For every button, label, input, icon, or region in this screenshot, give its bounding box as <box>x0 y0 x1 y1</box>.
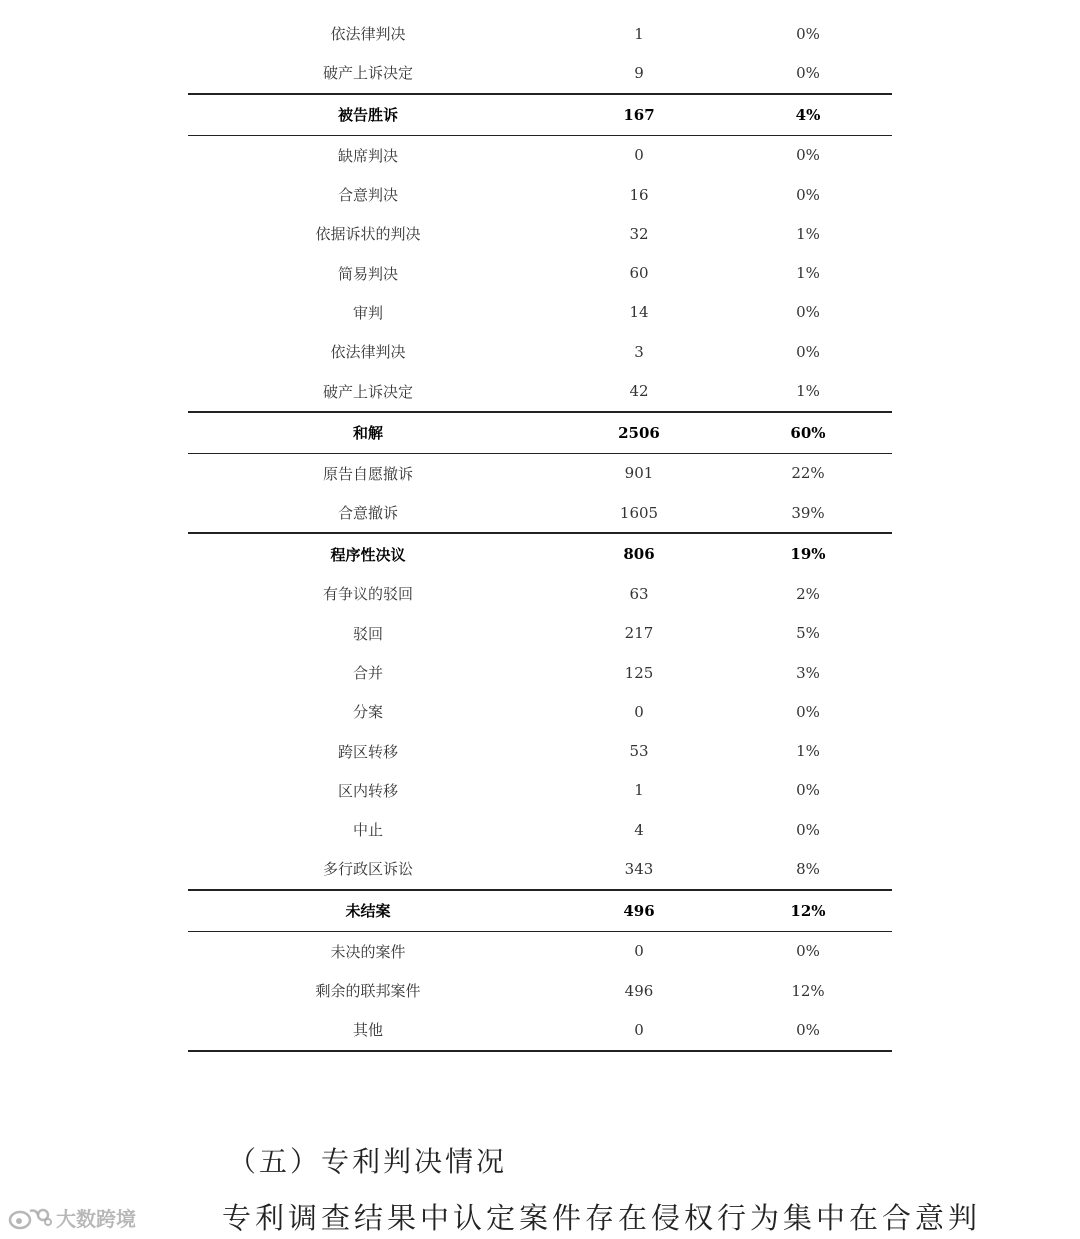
table-row <box>188 53 892 92</box>
watermark <box>8 1203 136 1232</box>
row-percent: 39% <box>791 503 825 522</box>
table-row <box>188 214 892 253</box>
group-count: 496 <box>623 901 655 920</box>
row-count: 1 <box>634 781 644 800</box>
group-header-row <box>188 411 892 454</box>
row-label: 原告自愿撤诉 <box>322 464 413 483</box>
row-percent: 1% <box>796 224 820 243</box>
table-row <box>188 136 892 175</box>
row-label: 分案 <box>352 703 383 722</box>
group-label: 和解 <box>352 424 383 443</box>
row-count: 0 <box>634 146 644 165</box>
row-label: 跨区转移 <box>337 742 398 761</box>
group-header-row <box>188 532 892 574</box>
row-count: 14 <box>629 303 649 322</box>
table-row <box>188 810 892 849</box>
row-label: 中止 <box>352 821 383 840</box>
group-percent: 60% <box>790 423 826 442</box>
row-percent: 2% <box>796 584 820 603</box>
row-percent: 1% <box>796 382 820 401</box>
row-percent: 0% <box>796 1020 820 1039</box>
table-row <box>188 771 892 810</box>
table-row <box>188 731 892 770</box>
row-percent: 5% <box>796 624 820 643</box>
row-percent: 3% <box>796 663 820 682</box>
row-count: 53 <box>629 742 649 761</box>
group-count: 2506 <box>618 423 660 442</box>
row-count: 42 <box>629 382 649 401</box>
row-count: 16 <box>629 185 649 204</box>
row-label: 多行政区诉讼 <box>322 860 413 879</box>
group-header-row <box>188 889 892 932</box>
row-percent: 0% <box>796 942 820 961</box>
row-label: 合并 <box>352 664 383 682</box>
row-percent: 0% <box>796 24 820 43</box>
row-count: 1 <box>634 24 644 43</box>
row-percent: 8% <box>796 859 820 878</box>
group-percent: 12% <box>790 901 826 920</box>
row-count: 125 <box>624 663 654 682</box>
table-row <box>188 574 892 613</box>
row-percent: 0% <box>796 185 820 204</box>
row-count: 32 <box>629 224 649 243</box>
row-label: 依据诉状的判决 <box>315 225 421 244</box>
row-percent: 0% <box>796 342 820 361</box>
row-count: 0 <box>634 942 644 961</box>
section-heading: （五）专利判决情况 <box>228 1145 508 1178</box>
table-row <box>188 971 892 1010</box>
group-count: 167 <box>623 105 655 124</box>
table-row <box>188 253 892 292</box>
row-label: 未决的案件 <box>330 942 406 961</box>
row-percent: 0% <box>796 820 820 839</box>
row-label: 其他 <box>352 1021 383 1040</box>
group-percent: 19% <box>790 545 826 564</box>
table-row <box>188 692 892 731</box>
group-label: 未结案 <box>345 902 391 921</box>
case-outcome-table <box>188 14 892 1052</box>
row-label: 驳回 <box>352 624 383 643</box>
row-label: 合意撤诉 <box>337 504 398 523</box>
row-label: 破产上诉决定 <box>322 382 413 401</box>
table-row <box>188 653 892 692</box>
row-count: 0 <box>634 702 644 721</box>
table-row <box>188 293 892 332</box>
row-label: 合意判决 <box>337 186 398 205</box>
row-label: 依法律判决 <box>330 343 406 362</box>
table-row <box>188 614 892 653</box>
table-row <box>188 493 892 532</box>
group-percent: 4% <box>795 105 821 124</box>
row-percent: 0% <box>796 63 820 82</box>
row-label: 简易判决 <box>337 264 398 283</box>
table-row <box>188 175 892 214</box>
row-count: 63 <box>629 584 649 603</box>
row-label: 剩余的联邦案件 <box>315 982 421 1001</box>
table-row <box>188 1010 892 1051</box>
table-row <box>188 371 892 410</box>
row-count: 217 <box>624 624 654 643</box>
row-count: 0 <box>634 1020 644 1039</box>
group-header-row <box>188 93 892 136</box>
row-percent: 12% <box>791 981 825 1000</box>
table-row <box>188 932 892 971</box>
row-count: 9 <box>634 63 644 82</box>
row-percent: 0% <box>796 303 820 322</box>
row-count: 901 <box>624 464 654 483</box>
row-percent: 1% <box>796 742 820 761</box>
weibo-logo-icon <box>8 1205 52 1231</box>
row-count: 496 <box>624 981 654 1000</box>
group-label: 程序性决议 <box>330 545 406 564</box>
row-percent: 22% <box>791 464 825 483</box>
watermark-text: 大数跨境 <box>56 1207 136 1231</box>
row-percent: 0% <box>796 781 820 800</box>
row-percent: 1% <box>796 264 820 283</box>
table-row <box>188 332 892 371</box>
table-row <box>188 14 892 53</box>
row-label: 区内转移 <box>337 781 398 800</box>
row-percent: 0% <box>796 702 820 721</box>
table-row <box>188 849 892 888</box>
row-label: 有争议的驳回 <box>322 585 413 604</box>
row-count: 1605 <box>619 503 659 522</box>
table-row <box>188 454 892 493</box>
row-label: 依法律判决 <box>330 25 406 44</box>
row-percent: 0% <box>796 146 820 165</box>
row-label: 审判 <box>352 303 383 322</box>
row-count: 343 <box>624 859 654 878</box>
row-label: 缺席判决 <box>337 146 398 165</box>
body-paragraph: 专利调查结果中认定案件存在侵权行为集中在合意判 <box>222 1201 982 1235</box>
group-label: 被告胜诉 <box>337 106 398 125</box>
row-count: 3 <box>634 342 644 361</box>
row-count: 4 <box>634 820 644 839</box>
group-count: 806 <box>623 545 655 564</box>
row-count: 60 <box>629 264 649 283</box>
row-label: 破产上诉决定 <box>322 64 413 83</box>
